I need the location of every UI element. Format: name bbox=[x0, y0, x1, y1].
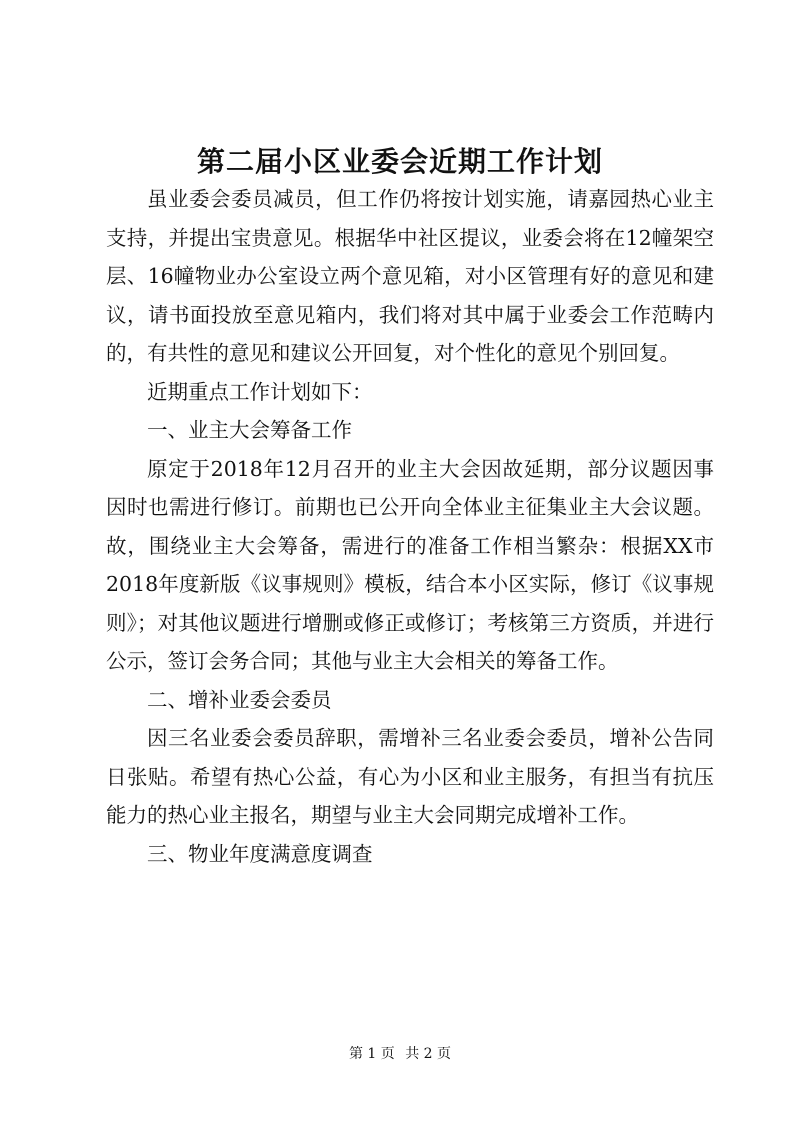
paragraph-section-2: 因三名业委会委员辞职，需增补三名业委会委员，增补公告同日张贴。希望有热心公益，有心为小区和业主服务，有担当有抗压能力的热心业主报名，期望与业主大会同期完成增补工作。 bbox=[106, 726, 714, 827]
document-body bbox=[106, 180, 714, 873]
page-footer bbox=[0, 1043, 800, 1063]
section-heading-1: 一、业主大会筹备工作 bbox=[147, 418, 352, 442]
paragraph-intro: 虽业委会委员减员，但工作仍将按计划实施，请嘉园热心业主支持，并提出宝贵意见。根据华中社区提议，业委会将在12幢架空层、16幢物业办公室设立两个意见箱，对小区管理有好的意见和建议，请书面投放至意见箱内，我们将对其中属于业委会工作范畴内的，有共性的意见和建议公开回复，对个性化的意见个别回复。 bbox=[106, 187, 714, 365]
document-title: 第二届小区业委会近期工作计划 bbox=[196, 145, 603, 178]
paragraph-section-1: 原定于2018年12月召开的业主大会因故延期，部分议题因事因时也需进行修订。前期也已公开向全体业主征集业主大会议题。故，围绕业主大会筹备，需进行的准备工作相当繁杂：根据XX市2018年度新版《议事规则》模板，结合本小区实际，修订《议事规则》；对其他议题进行增删或修正或修订；考核第三方资质，并进行公示，签订会务合同；其他与业主大会相关的筹备工作。 bbox=[106, 456, 714, 673]
section-heading-3: 三、物业年度满意度调查 bbox=[147, 841, 373, 866]
page-total: 共 2 页 bbox=[405, 1046, 452, 1062]
section-heading-2: 二、增补业委会委员 bbox=[147, 687, 332, 712]
page-number: 第 1 页 bbox=[348, 1046, 395, 1062]
paragraph-plan-heading: 近期重点工作计划如下： bbox=[147, 379, 373, 404]
